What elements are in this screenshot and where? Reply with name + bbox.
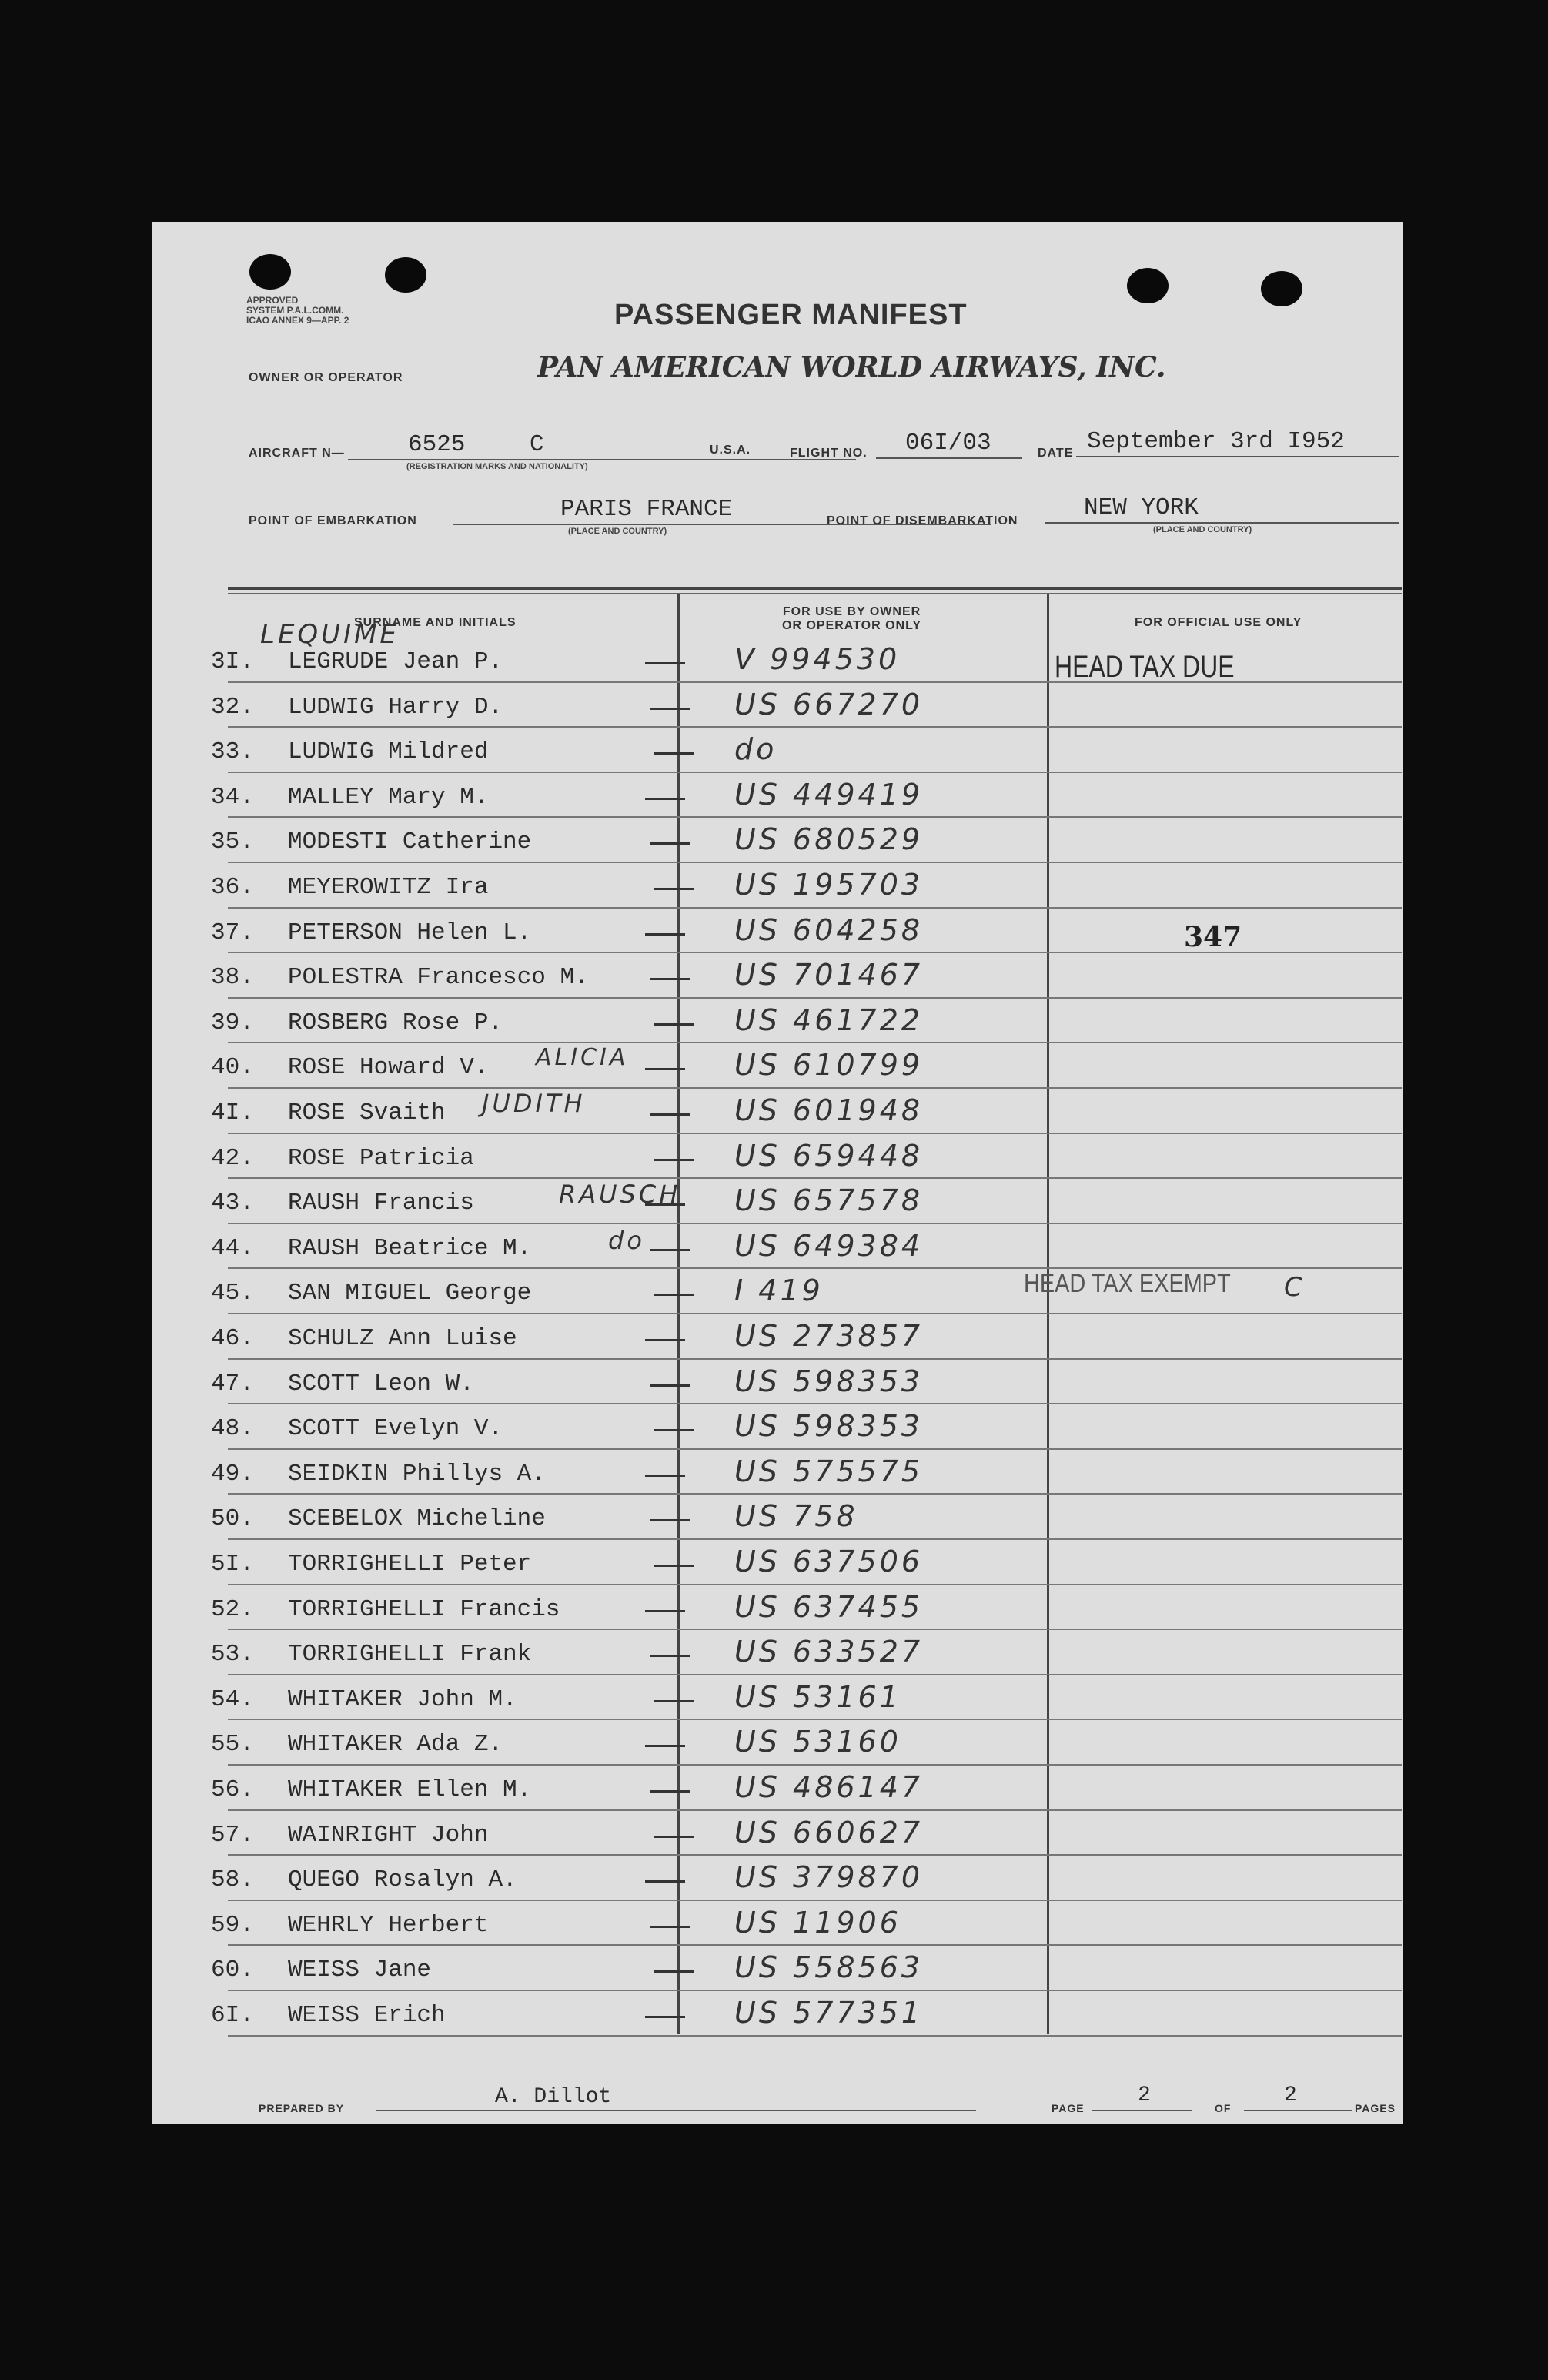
passenger-name: PETERSON Helen L. xyxy=(288,919,532,946)
passenger-name: LUDWIG Mildred xyxy=(288,738,489,766)
punch-hole xyxy=(385,257,426,293)
aircraft-underline xyxy=(348,459,856,460)
passport-number: V 994530 xyxy=(734,642,901,676)
passenger-name: POLESTRA Francesco M. xyxy=(288,964,589,992)
row-rule xyxy=(228,907,1402,909)
passport-number: US 637455 xyxy=(734,1589,924,1624)
table-top-rule xyxy=(228,593,1402,594)
row-number: 60. xyxy=(211,1957,254,1984)
total-underline xyxy=(1244,2110,1352,2111)
passenger-name: RAUSH Beatrice M. xyxy=(288,1234,532,1262)
owner-label: OWNER OR OPERATOR xyxy=(249,371,403,384)
tick-mark xyxy=(650,1249,690,1251)
passenger-name: TORRIGHELLI Frank xyxy=(288,1641,532,1669)
row-rule xyxy=(228,1900,1402,1901)
tick-mark xyxy=(645,662,685,664)
number-347: 347 xyxy=(1184,921,1242,953)
row-number: 50. xyxy=(211,1505,254,1533)
registration-caption: (REGISTRATION MARKS AND NATIONALITY) xyxy=(406,462,588,471)
pages-label: PAGES xyxy=(1355,2102,1396,2114)
row-rule xyxy=(228,1042,1402,1043)
row-rule xyxy=(228,1629,1402,1630)
passenger-name: SCOTT Leon W. xyxy=(288,1370,474,1398)
row-rule xyxy=(228,726,1402,728)
tick-mark xyxy=(654,1836,694,1838)
passport-number: US 53161 xyxy=(734,1679,901,1714)
tick-mark xyxy=(645,2016,685,2018)
passenger-name: LEGRUDE Jean P. xyxy=(288,648,503,675)
passenger-name: QUEGO Rosalyn A. xyxy=(288,1866,517,1894)
tick-mark xyxy=(645,1880,685,1883)
tick-mark xyxy=(650,1113,690,1116)
head-tax-due: HEAD TAX DUE xyxy=(1055,650,1235,684)
passport-number: US 758 xyxy=(734,1499,858,1534)
row-number: 59. xyxy=(211,1911,254,1939)
passport-number: US 486147 xyxy=(734,1770,924,1804)
tick-mark xyxy=(654,1565,694,1567)
date-label: DATE xyxy=(1038,447,1074,460)
row-rule xyxy=(228,816,1402,818)
passenger-name: SAN MIGUEL George xyxy=(288,1280,532,1307)
passport-number: US 637506 xyxy=(734,1545,924,1578)
page-label: PAGE xyxy=(1052,2102,1085,2114)
passport-number: US 53160 xyxy=(734,1725,901,1759)
row-number: 5I. xyxy=(211,1551,254,1578)
row-number: 49. xyxy=(211,1460,254,1488)
row-number: 32. xyxy=(211,693,254,721)
passport-number: US 11906 xyxy=(734,1905,901,1940)
page-number: 2 xyxy=(1138,2084,1151,2107)
passport-number: US 577351 xyxy=(734,1996,924,2030)
passenger-name: TORRIGHELLI Francis xyxy=(288,1595,560,1623)
row-number: 52. xyxy=(211,1595,254,1623)
passenger-name: WAINRIGHT John xyxy=(288,1821,489,1849)
tick-mark xyxy=(654,1294,694,1296)
tick-mark xyxy=(650,708,690,710)
row-rule xyxy=(228,1719,1402,1720)
passenger-name: MEYEROWITZ Ira xyxy=(288,874,489,901)
passport-number: US 649384 xyxy=(734,1228,924,1263)
tick-mark xyxy=(654,1429,694,1431)
row-rule xyxy=(228,1223,1402,1224)
flight-label: FLIGHT NO. xyxy=(790,447,868,460)
row-number: 40. xyxy=(211,1054,254,1082)
row-rule xyxy=(228,1584,1402,1585)
passport-number: US 701467 xyxy=(734,958,924,993)
tick-mark xyxy=(650,1519,690,1521)
passport-number: US 195703 xyxy=(734,868,924,902)
tick-mark xyxy=(645,1610,685,1612)
passport-number: US 598353 xyxy=(734,1364,924,1398)
row-rule xyxy=(228,1448,1402,1450)
date-underline xyxy=(1076,456,1399,457)
page-total: 2 xyxy=(1284,2084,1297,2107)
passenger-name: RAUSH Francis xyxy=(288,1190,474,1217)
passenger-name: SCOTT Evelyn V. xyxy=(288,1415,503,1443)
col-header-owner: FOR USE BY OWNER OR OPERATOR ONLY xyxy=(782,605,922,632)
row-rule xyxy=(228,1809,1402,1811)
row-number: 35. xyxy=(211,828,254,856)
row-number: 48. xyxy=(211,1415,254,1443)
tick-mark xyxy=(645,1339,685,1341)
row-rule xyxy=(228,1313,1402,1314)
passenger-name: WEISS Erich xyxy=(288,2002,446,2029)
passenger-name: MODESTI Catherine xyxy=(288,828,532,856)
passenger-name: MALLEY Mary M. xyxy=(288,783,489,811)
passport-number: US 379870 xyxy=(734,1860,924,1895)
passport-number: I 419 xyxy=(734,1274,824,1308)
passport-number: US 633527 xyxy=(734,1635,924,1669)
passenger-name: ROSE Svaith xyxy=(288,1100,446,1126)
tick-mark xyxy=(650,1384,690,1387)
row-number: 58. xyxy=(211,1866,254,1894)
passport-number: US 575575 xyxy=(734,1454,924,1488)
passenger-name: WEISS Jane xyxy=(288,1957,432,1984)
annotation-lequime: LEQUIME xyxy=(260,619,400,650)
tick-mark xyxy=(650,842,690,845)
aircraft-suffix: C xyxy=(530,431,544,458)
prepared-underline xyxy=(376,2110,976,2111)
tick-mark xyxy=(645,1745,685,1747)
row-number: 46. xyxy=(211,1325,254,1352)
manifest-sheet xyxy=(152,222,1403,2124)
row-rule xyxy=(228,1944,1402,1946)
row-number: 47. xyxy=(211,1370,254,1398)
passport-number: US 449419 xyxy=(734,777,924,812)
row-rule xyxy=(228,1177,1402,1179)
row-number: 39. xyxy=(211,1009,254,1036)
flight-number: 06I/03 xyxy=(905,430,991,457)
passenger-name: SCEBELOX Micheline xyxy=(288,1505,546,1533)
passenger-name: TORRIGHELLI Peter xyxy=(288,1551,532,1578)
row-rule xyxy=(228,997,1402,999)
passport-number: US 667270 xyxy=(734,687,924,721)
row-number: 33. xyxy=(211,738,254,766)
table-top-rule xyxy=(228,587,1402,590)
row-number: 36. xyxy=(211,874,254,901)
passport-number: US 604258 xyxy=(734,912,924,947)
row-rule xyxy=(228,1538,1402,1540)
passport-number: US 660627 xyxy=(734,1815,924,1849)
place-caption: (PLACE AND COUNTRY) xyxy=(1153,525,1252,534)
tick-mark xyxy=(654,1700,694,1702)
place-caption: (PLACE AND COUNTRY) xyxy=(568,527,667,536)
tick-mark xyxy=(645,933,685,936)
row-rule xyxy=(228,1674,1402,1675)
row-rule xyxy=(228,1493,1402,1495)
tick-mark xyxy=(645,1475,685,1477)
tick-mark xyxy=(650,978,690,980)
annotation-judith: JUDITH xyxy=(482,1089,586,1118)
passenger-name: ROSE Howard V. xyxy=(288,1054,489,1082)
disembarkation-underline xyxy=(1045,522,1399,524)
passenger-name: WEHRLY Herbert xyxy=(288,1911,489,1939)
row-rule xyxy=(228,772,1402,773)
row-number: 55. xyxy=(211,1731,254,1759)
passport-number: do xyxy=(734,732,777,767)
annotation-alicia: ALICIA xyxy=(536,1044,629,1071)
row-number: 34. xyxy=(211,783,254,811)
passport-number: US 680529 xyxy=(734,822,924,857)
page-underline xyxy=(1092,2110,1192,2111)
punch-hole xyxy=(1127,268,1169,303)
tick-mark xyxy=(654,1970,694,1973)
passport-number: US 598353 xyxy=(734,1409,924,1444)
exempt-mark: C xyxy=(1284,1272,1306,1303)
column-divider xyxy=(677,594,680,2034)
aircraft-label: AIRCRAFT N— xyxy=(249,447,345,460)
tick-mark xyxy=(650,1790,690,1793)
row-number: 44. xyxy=(211,1234,254,1262)
punch-hole xyxy=(1261,271,1302,306)
head-tax-exempt: HEAD TAX EXEMPT xyxy=(1024,1269,1231,1298)
page-title: PASSENGER MANIFEST xyxy=(614,299,968,331)
punch-hole xyxy=(249,254,291,290)
annotation-do: do xyxy=(608,1226,645,1255)
aircraft-number: 6525 xyxy=(408,431,466,458)
tick-mark xyxy=(654,888,694,890)
row-number: 37. xyxy=(211,919,254,946)
row-rule xyxy=(228,1990,1402,1991)
approval-note: APPROVED SYSTEM P.A.L.COMM. ICAO ANNEX 9—APP. 2 xyxy=(246,295,349,326)
tick-mark xyxy=(654,752,694,755)
tick-mark xyxy=(650,1926,690,1928)
passenger-name: ROSE Patricia xyxy=(288,1144,474,1172)
row-rule xyxy=(228,1133,1402,1134)
row-rule xyxy=(228,2035,1402,2037)
passport-number: US 558563 xyxy=(734,1950,924,1985)
passenger-name: WHITAKER Ada Z. xyxy=(288,1731,503,1759)
passenger-name: WHITAKER Ellen M. xyxy=(288,1776,532,1803)
tick-mark xyxy=(654,1159,694,1161)
row-rule xyxy=(228,862,1402,863)
passport-number: US 273857 xyxy=(734,1319,924,1353)
row-number: 4I. xyxy=(211,1100,254,1126)
passport-number: US 659448 xyxy=(734,1138,924,1173)
row-number: 3I. xyxy=(211,648,254,675)
row-rule xyxy=(228,1403,1402,1404)
passenger-name: LUDWIG Harry D. xyxy=(288,693,503,721)
passport-number: US 610799 xyxy=(734,1048,924,1083)
disembarkation-label: POINT OF DISEMBARKATION xyxy=(827,514,1018,527)
annotation-rausch: RAUSCH xyxy=(559,1180,681,1209)
passenger-name: WHITAKER John M. xyxy=(288,1685,517,1713)
owner-stamp: PAN AMERICAN WORLD AIRWAYS, INC. xyxy=(537,351,1166,383)
row-rule xyxy=(228,1358,1402,1360)
passport-number: US 601948 xyxy=(734,1093,924,1127)
prepared-by: A. Dillot xyxy=(495,2085,612,2109)
row-number: 45. xyxy=(211,1280,254,1307)
col-header-official: FOR OFFICIAL USE ONLY xyxy=(1135,616,1302,629)
passport-number: US 461722 xyxy=(734,1003,924,1037)
passport-number: US 657578 xyxy=(734,1183,924,1218)
col-header-surname: SURNAME AND INITIALS xyxy=(354,616,517,629)
row-number: 54. xyxy=(211,1685,254,1713)
row-number: 42. xyxy=(211,1144,254,1172)
row-number: 57. xyxy=(211,1821,254,1849)
row-rule xyxy=(228,1854,1402,1856)
tick-mark xyxy=(650,1655,690,1657)
flight-date: September 3rd I952 xyxy=(1087,428,1345,455)
flight-underline xyxy=(876,457,1022,459)
row-rule xyxy=(228,1087,1402,1089)
passenger-name: SCHULZ Ann Luise xyxy=(288,1325,517,1352)
column-divider xyxy=(1047,594,1049,2034)
row-number: 43. xyxy=(211,1190,254,1217)
of-label: OF xyxy=(1215,2102,1232,2114)
tick-mark xyxy=(654,1023,694,1026)
passenger-name: SEIDKIN Phillys A. xyxy=(288,1460,546,1488)
row-number: 53. xyxy=(211,1641,254,1669)
row-number: 6I. xyxy=(211,2002,254,2029)
row-rule xyxy=(228,1764,1402,1766)
tick-mark xyxy=(645,798,685,800)
usa-label: U.S.A. xyxy=(710,444,751,457)
disembarkation-place: NEW YORK xyxy=(1084,494,1199,521)
passenger-name: ROSBERG Rose P. xyxy=(288,1009,503,1036)
prepared-label: PREPARED BY xyxy=(259,2102,345,2114)
embarkation-place: PARIS FRANCE xyxy=(560,496,733,523)
tick-mark xyxy=(645,1068,685,1070)
embarkation-label: POINT OF EMBARKATION xyxy=(249,514,417,527)
row-number: 38. xyxy=(211,964,254,992)
row-number: 56. xyxy=(211,1776,254,1803)
